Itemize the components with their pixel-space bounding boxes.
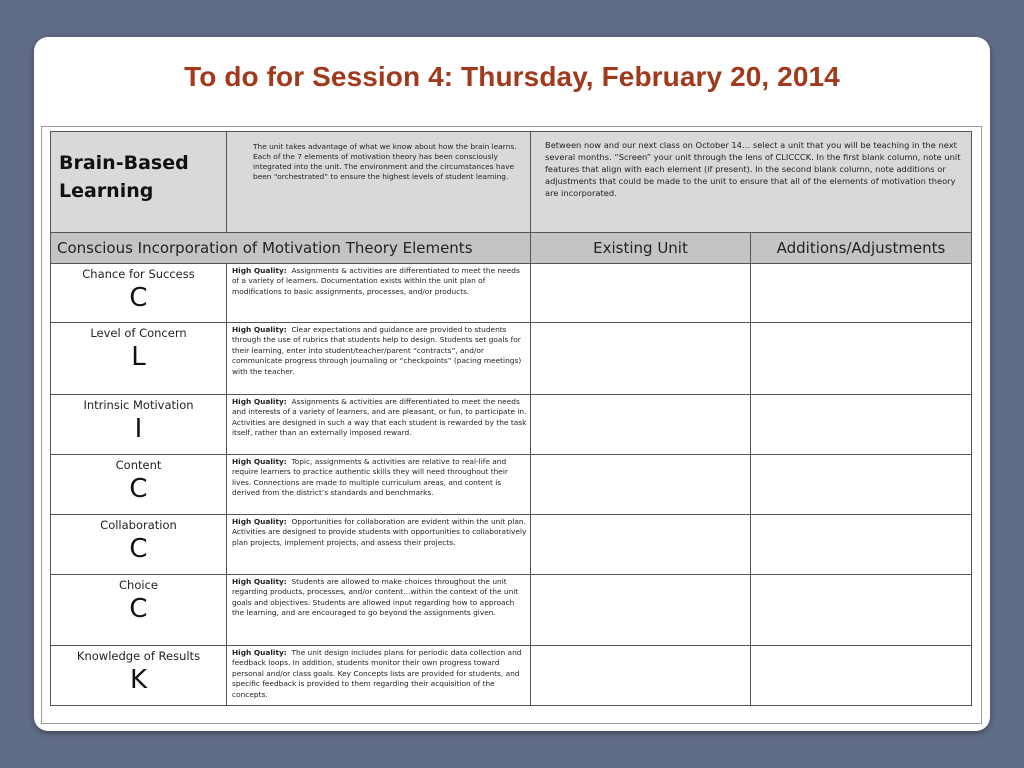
- element-letter: C: [129, 283, 148, 313]
- high-quality-label: High Quality:: [232, 648, 287, 657]
- table-row: [51, 395, 972, 455]
- table-row: [51, 264, 972, 323]
- element-letter: C: [129, 534, 148, 564]
- element-description: Topic, assignments & activities are relative to real-life and require learners to practice authentic skills they will need throughout their lives. Connections are made to multiple curriculum areas, and content is derived from the district’s standards and benchmarks.: [232, 457, 508, 498]
- header-row: [51, 132, 972, 233]
- table-row: [51, 575, 972, 646]
- intro-cell: [227, 132, 531, 233]
- element-name: Choice: [119, 578, 158, 592]
- element-description: The unit design includes plans for periodic data collection and feedback loops. In addition, students monitor their own progress toward personal and/or class goals. Key Concepts lists are provided for students, and specific feedback is provided to them regarding their acquisition of the concepts.: [232, 648, 522, 699]
- existing-unit-cell[interactable]: [531, 575, 751, 646]
- high-quality-label: High Quality:: [232, 266, 287, 275]
- element-description: Assignments & activities are differentiated to meet the needs and interests of a variety of learners, and are pleasant, or fun, to participate in. Activities are designed in such a way that each student is rewarded by the task itself, rather than an externally imposed reward.: [232, 397, 527, 438]
- existing-unit-cell[interactable]: [531, 264, 751, 323]
- element-description: Assignments & activities are differentiated to meet the needs of a variety of learners. Documentation exists within the unit plan of modifications to basic assignments, processes, and/or products.: [232, 266, 520, 296]
- column-header-additions: Additions/Adjustments: [751, 233, 972, 264]
- heading-line-1: Brain-Based: [59, 152, 189, 174]
- slide-title: To do for Session 4: Thursday, February 20, 2014: [184, 61, 840, 92]
- element-cell: [51, 323, 227, 395]
- element-letter: K: [129, 665, 148, 695]
- additions-cell[interactable]: [751, 575, 972, 646]
- additions-cell[interactable]: [751, 323, 972, 395]
- element-name: Level of Concern: [90, 326, 187, 340]
- existing-unit-cell[interactable]: [531, 646, 751, 706]
- element-letter: L: [131, 342, 146, 372]
- element-letter: I: [134, 414, 143, 444]
- existing-unit-cell[interactable]: [531, 515, 751, 575]
- additions-cell[interactable]: [751, 455, 972, 515]
- additions-cell[interactable]: [751, 515, 972, 575]
- table-row: [51, 646, 972, 706]
- intro-text: The unit takes advantage of what we know about how the brain learns. Each of the 7 elements of motivation theory has been consciously integrated into the unit. The environment and the circumstances have been “orchestrated” to ensure the highest levels of student learning.: [253, 142, 517, 182]
- element-letter: C: [129, 594, 148, 624]
- element-cell: [51, 575, 227, 646]
- high-quality-label: High Quality:: [232, 457, 287, 466]
- element-cell: [51, 646, 227, 706]
- high-quality-label: High Quality:: [232, 577, 287, 586]
- heading-line-2: Learning: [59, 180, 154, 202]
- column-header-row: [51, 233, 972, 264]
- element-name: Intrinsic Motivation: [83, 398, 194, 412]
- existing-unit-cell[interactable]: [531, 455, 751, 515]
- element-cell: [51, 395, 227, 455]
- high-quality-label: High Quality:: [232, 397, 287, 406]
- description-cell: [227, 264, 531, 323]
- column-header-existing: Existing Unit: [531, 233, 751, 264]
- additions-cell[interactable]: [751, 395, 972, 455]
- clicccck-table: [50, 131, 972, 706]
- description-cell: [227, 323, 531, 395]
- instructions-text: Between now and our next class on October 14… select a unit that you will be teaching in the next several months. “Screen” your unit through the lens of CLICCCK. In the first blank column, note unit features that align with each element (if present). In the second blank column, note additions or adjustments that could be made to the unit to ensure that all of the elements of motivation theory are incorporated.: [545, 140, 961, 199]
- column-header-elements: Conscious Incorporation of Motivation Theory Elements: [51, 233, 531, 264]
- element-name: Content: [115, 458, 162, 472]
- additions-cell[interactable]: [751, 264, 972, 323]
- table-row: [51, 323, 972, 395]
- element-cell: [51, 264, 227, 323]
- element-description: Opportunities for collaboration are evident within the unit plan. Activities are designed to provide students with opportunities to collaboratively plan projects, implement projects, and assess their projects.: [232, 517, 527, 547]
- element-letter: C: [129, 474, 148, 504]
- instructions-cell: [531, 132, 972, 233]
- high-quality-label: High Quality:: [232, 517, 287, 526]
- table-row: [51, 455, 972, 515]
- element-description: Clear expectations and guidance are provided to students through the use of rubrics that students help to design. Students set goals for their learning, enter into student/teacher/parent “contracts”, and/or communicate progress through journaling or “checkpoints” (pacing meetings) with the teacher.: [232, 325, 522, 376]
- high-quality-label: High Quality:: [232, 325, 287, 334]
- description-cell: [227, 455, 531, 515]
- brain-based-heading-cell: [51, 132, 227, 233]
- description-cell: [227, 646, 531, 706]
- description-cell: [227, 515, 531, 575]
- element-name: Knowledge of Results: [76, 649, 201, 663]
- element-cell: [51, 455, 227, 515]
- additions-cell[interactable]: [751, 646, 972, 706]
- element-name: Chance for Success: [82, 267, 195, 281]
- description-cell: [227, 575, 531, 646]
- existing-unit-cell[interactable]: [531, 323, 751, 395]
- element-cell: [51, 515, 227, 575]
- table-row: [51, 515, 972, 575]
- existing-unit-cell[interactable]: [531, 395, 751, 455]
- description-cell: [227, 395, 531, 455]
- element-description: Students are allowed to make choices throughout the unit regarding products, processes, and/or content…within the context of the unit goals and objectives. Students are allowed input regarding how to approach the learning, and are encouraged to go beyond the assignments given.: [232, 577, 519, 618]
- element-name: Collaboration: [100, 518, 177, 532]
